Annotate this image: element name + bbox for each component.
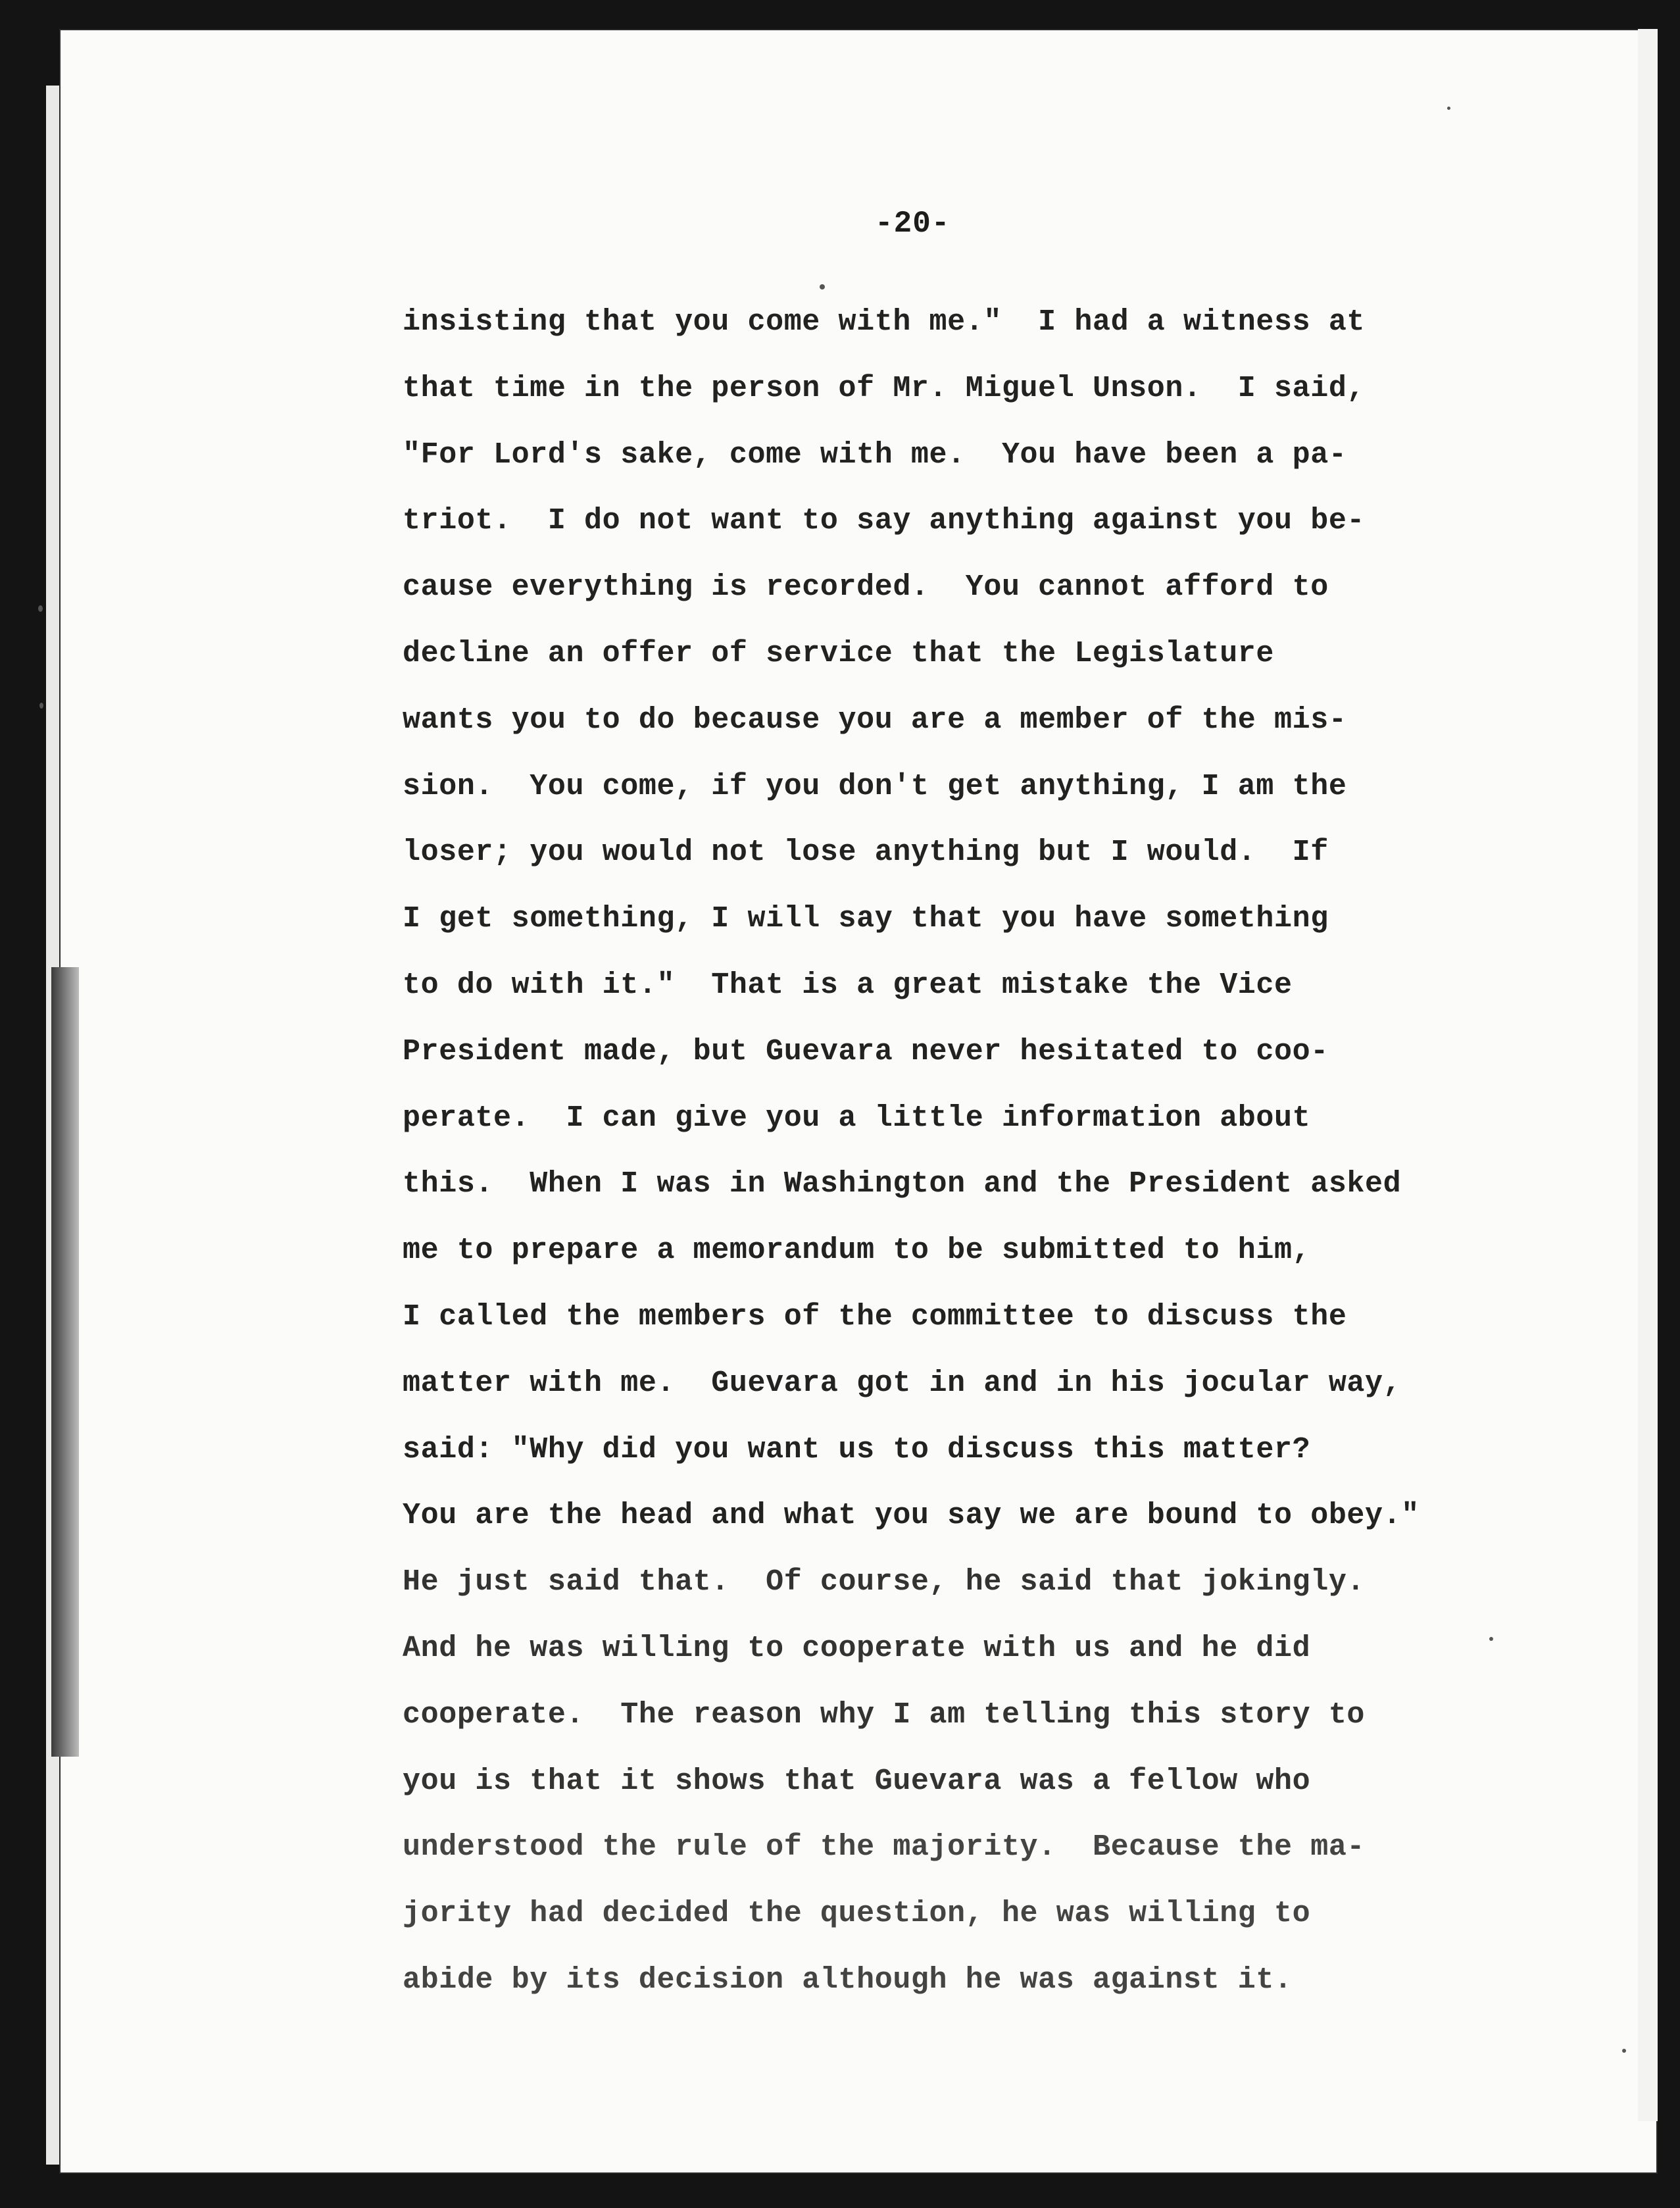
text-line: this. When I was in Washington and the President asked [403,1167,1402,1201]
dust-speck [1447,107,1450,110]
text-line: triot. I do not want to say anything against you be- [403,504,1366,538]
text-line: I get something, I will say that you have something [403,902,1329,936]
text-line: I called the members of the committee to discuss the [403,1299,1347,1334]
text-line: And he was willing to cooperate with us and he did [403,1631,1311,1665]
text-line: understood the rule of the majority. Because the ma- [403,1830,1366,1865]
typed-text-body [403,289,1534,2014]
dust-speck [1489,1637,1493,1641]
text-line: said: "Why did you want us to discuss this matter? [403,1432,1311,1467]
text-line: jority had decided the question, he was willing to [403,1897,1311,1931]
text-line: You are the head and what you say we are bound to obey." [403,1499,1420,1533]
text-line: to do with it." That is a great mistake the Vice [403,968,1293,1002]
page-number: -20- [875,207,951,241]
text-line: loser; you would not lose anything but I would. If [403,836,1329,870]
paper-right-edge [1638,29,1658,2121]
text-line: abide by its decision although he was against it. [403,1963,1293,1997]
dust-speck [38,605,43,612]
text-line: me to prepare a memorandum to be submitted to him, [403,1234,1311,1268]
text-line: He just said that. Of course, he said that jokingly. [403,1565,1366,1599]
text-line: matter with me. Guevara got in and in his jocular way, [403,1366,1402,1400]
text-line: sion. You come, if you don't get anything, I am the [403,769,1347,803]
text-line: decline an offer of service that the Legislature [403,636,1275,670]
text-line: cause everything is recorded. You cannot afford to [403,570,1329,605]
text-line: President made, but Guevara never hesitated to coo- [403,1034,1329,1068]
text-line: cooperate. The reason why I am telling this story to [403,1697,1366,1732]
text-line: you is that it shows that Guevara was a fellow who [403,1764,1311,1798]
dust-speck [820,284,825,289]
text-line: that time in the person of Mr. Miguel Unson. I said, [403,371,1366,405]
dust-speck [1622,2049,1626,2053]
text-line: wants you to do because you are a member of the mis- [403,703,1347,737]
binding-shadow [51,967,79,1757]
text-line: perate. I can give you a little information about [403,1101,1311,1135]
text-line: insisting that you come with me." I had a witness at [403,305,1366,339]
text-line: "For Lord's sake, come with me. You have been a pa- [403,438,1347,472]
dust-speck [39,703,43,709]
